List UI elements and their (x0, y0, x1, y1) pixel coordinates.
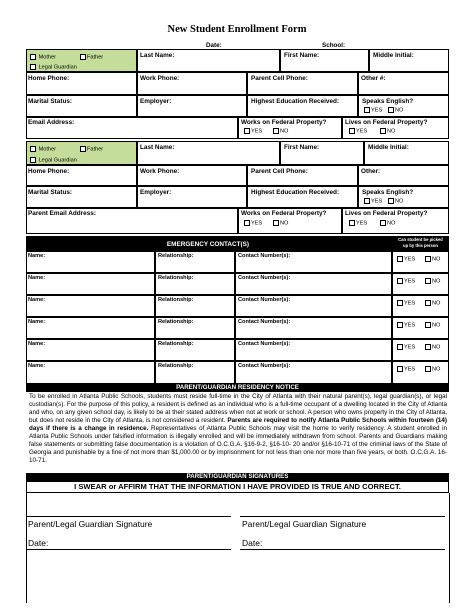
checkbox-icon[interactable] (425, 322, 431, 328)
residency-notice (29, 393, 447, 465)
ec-name-label: Name: (28, 253, 46, 259)
checkbox-icon[interactable] (273, 128, 279, 134)
yes-label: YES (356, 128, 368, 135)
ec-relationship-label: Relationship: (158, 253, 194, 259)
ec-pickup-no[interactable] (425, 344, 440, 350)
other-phone-label: Other #: (361, 75, 386, 82)
first-name-label: First Name: (284, 52, 320, 59)
checkbox-icon[interactable] (380, 220, 386, 226)
signature-date-label-2: Date: (242, 538, 263, 548)
father-option-1[interactable] (80, 54, 103, 60)
checkbox-icon[interactable] (80, 146, 86, 152)
option-label: Legal Guardian (38, 157, 77, 164)
ec-name-label: Name: (28, 363, 46, 369)
works-federal-no-2[interactable] (273, 220, 288, 226)
no-label: NO (432, 300, 441, 307)
first-name-label: First Name: (284, 144, 320, 151)
ec-relationship-label: Relationship: (158, 319, 194, 325)
date-line-1[interactable] (27, 549, 231, 550)
ec-name-label: Name: (28, 341, 46, 347)
email-label: Email Address: (28, 119, 75, 126)
ec-pickup-no[interactable] (425, 322, 440, 328)
no-label: NO (280, 128, 289, 135)
work-phone-label: Work Phone: (140, 168, 180, 175)
middle-initial-label: Middle Initial: (373, 52, 414, 59)
works-federal-label: Works on Federal Property? (241, 210, 327, 217)
legal-guardian-option-1[interactable] (30, 64, 77, 70)
checkbox-icon[interactable] (364, 198, 370, 204)
yes-label: YES (404, 344, 416, 351)
mother-option-2[interactable] (30, 146, 56, 152)
ec-name-label: Name: (28, 275, 46, 281)
yes-label: YES (404, 300, 416, 307)
no-label: NO (395, 198, 404, 205)
ec-relationship-label: Relationship: (158, 275, 194, 281)
no-label: NO (280, 220, 289, 227)
ec-contact-label: Contact Number(s): (238, 275, 291, 281)
form-title: New Student Enrollment Form (167, 24, 307, 35)
date-label: Date: (206, 42, 222, 49)
signature-line-2[interactable] (240, 516, 445, 517)
yes-label: YES (404, 278, 416, 285)
lives-federal-label: Lives on Federal Property? (345, 210, 428, 217)
no-label: NO (432, 366, 441, 373)
yes-label: YES (404, 366, 416, 373)
no-label: NO (432, 256, 441, 263)
works-federal-no-1[interactable] (273, 128, 288, 134)
checkbox-icon[interactable] (425, 344, 431, 350)
checkbox-icon[interactable] (80, 54, 86, 60)
speaks-english-no-2[interactable] (388, 198, 403, 204)
lives-federal-yes-2[interactable] (349, 220, 367, 226)
ec-relationship-label: Relationship: (158, 363, 194, 369)
signature-line-1[interactable] (27, 516, 231, 517)
no-label: NO (387, 128, 396, 135)
checkbox-icon[interactable] (244, 220, 250, 226)
no-label: NO (387, 220, 396, 227)
ec-name-label: Name: (28, 319, 46, 325)
speaks-english-yes-1[interactable] (364, 107, 382, 113)
no-label: NO (432, 344, 441, 351)
checkbox-icon[interactable] (30, 54, 36, 60)
ec-relationship-label: Relationship: (158, 297, 194, 303)
yes-label: YES (371, 198, 383, 205)
emergency-header: EMERGENCY CONTACT(S) (166, 241, 250, 248)
option-label: Legal Guardian (38, 64, 77, 71)
residency-paragraph-bold: Parents are required to notify Atlanta Public Schools within fourteen (14) days if there is a change in residence. (29, 417, 448, 432)
legal-guardian-option-2[interactable] (30, 157, 77, 163)
lives-federal-label: Lives on Federal Property? (345, 119, 428, 126)
checkbox-icon[interactable] (349, 128, 355, 134)
last-name-label: Last Name: (140, 52, 175, 59)
yes-label: YES (404, 256, 416, 263)
education-label: Highest Education Received: (251, 189, 340, 196)
checkbox-icon[interactable] (30, 157, 36, 163)
speaks-english-yes-2[interactable] (364, 198, 382, 204)
other-phone-label: Other: (361, 168, 381, 175)
marital-status-label: Marital Status: (28, 98, 73, 105)
checkbox-icon[interactable] (397, 344, 403, 350)
lives-federal-yes-1[interactable] (349, 128, 367, 134)
home-phone-label: Home Phone: (28, 75, 70, 82)
last-name-label: Last Name: (140, 144, 175, 151)
no-label: NO (395, 107, 404, 114)
parent-email-label: Parent Email Address: (28, 210, 96, 217)
pickup-note (392, 237, 449, 249)
education-label: Highest Education Received: (251, 98, 340, 105)
speaks-english-no-1[interactable] (388, 107, 403, 113)
checkbox-icon[interactable] (30, 64, 36, 70)
checkbox-icon[interactable] (244, 128, 250, 134)
residency-header: PARENT/GUARDIAN RESIDENCY NOTICE (176, 384, 299, 391)
checkbox-icon[interactable] (425, 256, 431, 262)
signature-label-2: Parent/Legal Guardian Signature (242, 519, 367, 529)
option-label: Mother (38, 146, 56, 153)
mother-option-1[interactable] (30, 54, 56, 60)
lives-federal-no-2[interactable] (380, 220, 395, 226)
school-label: School: (322, 42, 346, 49)
no-label: NO (432, 278, 441, 285)
ec-pickup-no[interactable] (425, 366, 440, 372)
father-option-2[interactable] (80, 146, 103, 152)
ec-contact-label: Contact Number(s): (238, 319, 291, 325)
ec-pickup-yes[interactable] (397, 256, 415, 262)
yes-label: YES (251, 128, 263, 135)
ec-relationship-label: Relationship: (158, 341, 194, 347)
marital-status-label: Marital Status: (28, 189, 73, 196)
employer-label: Employer: (140, 98, 172, 105)
checkbox-icon[interactable] (397, 278, 403, 284)
ec-pickup-yes[interactable] (397, 366, 415, 372)
pickup-note-line: Can student be picked (398, 237, 443, 242)
parent-cell-label: Parent Cell Phone: (251, 168, 308, 175)
checkbox-icon[interactable] (397, 322, 403, 328)
checkbox-icon[interactable] (425, 278, 431, 284)
checkbox-icon[interactable] (364, 107, 370, 113)
yes-label: YES (404, 322, 416, 329)
lives-federal-no-1[interactable] (380, 128, 395, 134)
ec-name-field[interactable] (26, 317, 155, 339)
ec-contact-label: Contact Number(s): (238, 363, 291, 369)
ec-pickup-no[interactable] (425, 300, 440, 306)
works-federal-yes-1[interactable] (244, 128, 262, 134)
ec-name-field[interactable] (26, 295, 155, 317)
ec-contact-label: Contact Number(s): (238, 297, 291, 303)
checkbox-icon[interactable] (388, 198, 394, 204)
ec-pickup-yes[interactable] (397, 344, 415, 350)
residency-paragraph: Representatives of Atlanta Public Schools may visit the home to verify residency. A student enrolled in Atlanta Public Schools under falsified information is illegally enrolled and will be immediately withdrawn from school. Parents and Guardians making false statements or submitting false documentation is a violation of O.C.G.A. §16-9-2, §16-10- 20 and/or §16-10-71 of the criminal laws of the State of Georgia and punishable by a fine of not more than $1,000.00 or by imprisonment for not less than one nor more than five years, or both. O.C.G.A. 16-10-71. (29, 425, 448, 464)
option-label: Father (87, 54, 104, 61)
signatures-header: PARENT/GUARDIAN SIGNATURES (186, 473, 289, 480)
checkbox-icon[interactable] (397, 366, 403, 372)
checkbox-icon[interactable] (273, 220, 279, 226)
works-federal-yes-2[interactable] (244, 220, 262, 226)
middle-initial-label: Middle Initial: (368, 144, 409, 151)
ec-pickup-yes[interactable] (397, 278, 415, 284)
works-federal-label: Works on Federal Property? (241, 119, 327, 126)
ec-contact-label: Contact Number(s): (238, 341, 291, 347)
speaks-english-label: Speaks English? (362, 98, 414, 105)
option-label: Mother (38, 54, 56, 61)
oath-text: I SWEAR or AFFIRM THAT THE INFORMATION I HAVE PROVIDED IS TRUE AND CORRECT. (74, 482, 401, 491)
yes-label: YES (371, 107, 383, 114)
checkbox-icon[interactable] (349, 220, 355, 226)
home-phone-label: Home Phone: (28, 168, 70, 175)
checkbox-icon[interactable] (425, 366, 431, 372)
checkbox-icon[interactable] (397, 300, 403, 306)
work-phone-label: Work Phone: (140, 75, 180, 82)
ec-pickup-no[interactable] (425, 256, 440, 262)
signature-date-label-1: Date: (28, 538, 49, 548)
ec-name-field[interactable] (26, 251, 155, 273)
signature-left-border (26, 493, 27, 603)
speaks-english-label: Speaks English? (362, 189, 414, 196)
ec-name-field[interactable] (26, 273, 155, 295)
signature-right-border (449, 493, 450, 603)
signature-label-1: Parent/Legal Guardian Signature (28, 519, 153, 529)
checkbox-icon[interactable] (388, 107, 394, 113)
checkbox-icon[interactable] (380, 128, 386, 134)
ec-pickup-field (392, 361, 449, 384)
ec-name-field[interactable] (26, 361, 155, 384)
option-label: Father (87, 146, 104, 153)
date-line-2[interactable] (240, 549, 445, 550)
employer-label: Employer: (140, 189, 172, 196)
checkbox-icon[interactable] (397, 256, 403, 262)
residency-paragraph: To be enrolled in Atlanta Public Schools, students must reside full-time in the City of Atlanta with their natural parent(s), legal guardian(s), or legal custodian(s). For the purpose of this policy, a resident is defined as an individual who is a full-time occupant of a dwelling located in the City of Atlanta and who, on any given school day, is likely to be at their stated address when not at work or school. A person who owns property in the City of Atlanta, but does not reside in the City of Atlanta, is not considered a resident. (29, 393, 447, 424)
yes-label: YES (251, 220, 263, 227)
ec-name-field[interactable] (26, 339, 155, 361)
yes-label: YES (356, 220, 368, 227)
checkbox-icon[interactable] (30, 146, 36, 152)
ec-contact-label: Contact Number(s): (238, 253, 291, 259)
ec-pickup-no[interactable] (425, 278, 440, 284)
checkbox-icon[interactable] (425, 300, 431, 306)
no-label: NO (432, 322, 441, 329)
ec-pickup-yes[interactable] (397, 300, 415, 306)
parent-cell-label: Parent Cell Phone: (251, 75, 308, 82)
ec-name-label: Name: (28, 297, 46, 303)
pickup-note-line: up by this person (403, 243, 438, 248)
ec-pickup-yes[interactable] (397, 322, 415, 328)
